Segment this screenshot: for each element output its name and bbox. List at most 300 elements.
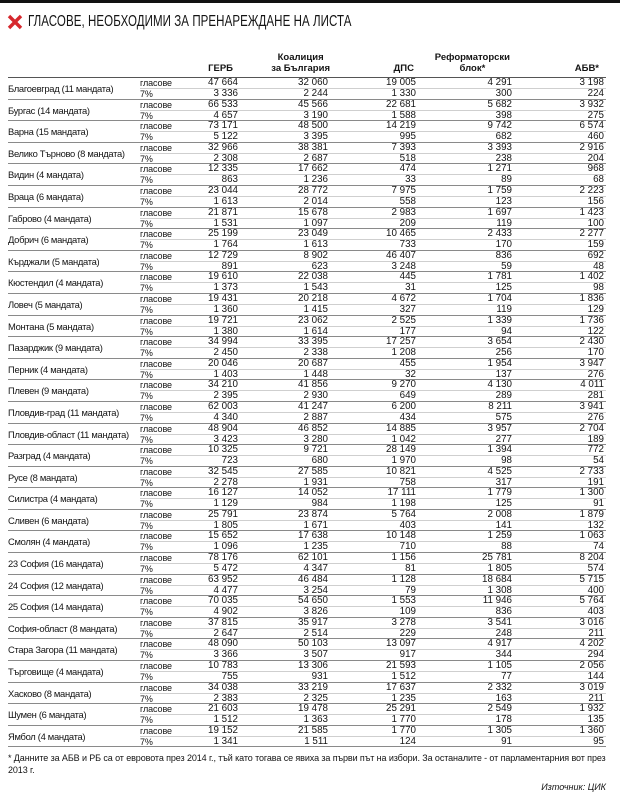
votes-rb: 1 759: [418, 186, 514, 197]
percent-abv: 48: [593, 260, 604, 272]
row-label-votes: гласове: [140, 337, 188, 348]
votes-dps: 1 770: [330, 726, 418, 737]
district-name: Плевен (9 мандата): [8, 385, 89, 397]
votes-abv: 6 574: [514, 121, 606, 132]
votes-gerb: 63 952: [188, 575, 240, 586]
row-label-votes: гласове: [140, 316, 188, 327]
votes-gerb: 70 035: [188, 596, 240, 607]
district-name: Пазарджик (9 мандата): [8, 342, 103, 354]
percent-dps: 81: [405, 563, 416, 575]
percent-rb: 163: [495, 692, 512, 704]
votes-gerb: 32 966: [188, 143, 240, 154]
district-row: [8, 272, 606, 294]
row-label-percent: 7%: [140, 348, 153, 359]
percent-gerb: 863: [221, 174, 238, 186]
votes-dps: 10 148: [330, 531, 418, 542]
percent-rb: 119: [496, 303, 512, 315]
percent-abv: 574: [587, 563, 604, 575]
percent-dps: 1 198: [391, 498, 416, 510]
votes-gerb: 62 003: [188, 402, 240, 413]
row-label-percent: 7%: [140, 283, 153, 294]
row-label-votes: гласове: [140, 380, 188, 391]
row-label-votes: гласове: [140, 596, 188, 607]
percent-kb: 3 826: [303, 606, 328, 618]
votes-rb: 4 525: [418, 467, 514, 478]
row-label-votes: гласове: [140, 143, 188, 154]
percent-rb: 398: [495, 109, 512, 121]
votes-dps: 25 291: [330, 704, 418, 715]
row-label-votes: гласове: [140, 618, 188, 629]
votes-abv: 3 019: [514, 683, 606, 694]
district-row: [8, 294, 606, 316]
percent-dps: 1 588: [391, 109, 416, 121]
percent-kb: 1 511: [304, 735, 328, 747]
percent-dps: 209: [399, 217, 416, 229]
header-abv-text: АБВ*: [574, 62, 599, 74]
percent-dps: 649: [399, 390, 416, 402]
votes-rb: 1 339: [418, 316, 514, 327]
votes-abv: 3 198: [514, 78, 606, 89]
percent-dps: 1 208: [391, 347, 416, 359]
district-name: Сливен (6 мандата): [8, 514, 89, 526]
votes-abv: 692: [514, 251, 606, 262]
votes-dps: 22 681: [330, 100, 418, 111]
row-label-votes: гласове: [140, 683, 188, 694]
header-rb-line-1: Реформаторски: [434, 52, 510, 63]
votes-rb: 2 433: [418, 229, 514, 240]
votes-abv: 5 764: [514, 596, 606, 607]
percent-dps: 79: [405, 584, 416, 596]
votes-gerb: 12 729: [188, 251, 240, 262]
row-label-votes: гласове: [140, 164, 188, 175]
votes-abv: 2 733: [514, 467, 606, 478]
votes-kb: 33 219: [240, 683, 330, 694]
percent-kb: 1 097: [303, 217, 328, 229]
percent-dps: 403: [399, 519, 416, 531]
row-label-percent: 7%: [140, 456, 153, 467]
percent-gerb: 1 531: [213, 217, 238, 229]
percent-kb: 2 338: [303, 347, 328, 359]
row-label-percent: 7%: [140, 736, 153, 747]
votes-rb: 1 394: [418, 445, 514, 456]
votes-dps: 10 465: [330, 229, 418, 240]
votes-dps: 7 393: [330, 143, 418, 154]
percent-rb: 88: [501, 541, 512, 553]
votes-kb: 20 218: [240, 294, 330, 305]
row-label-votes: гласове: [140, 272, 188, 283]
percent-kb: 4 347: [303, 563, 328, 575]
votes-gerb: 19 152: [188, 726, 240, 737]
votes-kb: 35 917: [240, 618, 330, 629]
votes-dps: 46 407: [330, 251, 418, 262]
votes-kb: 22 038: [240, 272, 330, 283]
district-row: [8, 164, 606, 186]
percent-abv: 460: [587, 131, 604, 143]
votes-gerb: 32 545: [188, 467, 240, 478]
percent-abv: 224: [587, 88, 604, 99]
header-kb-line-2: за България: [271, 62, 330, 74]
row-label-votes: гласове: [140, 402, 188, 413]
district-name: Перник (4 мандата): [8, 363, 88, 375]
votes-kb: 23 874: [240, 510, 330, 521]
row-label-percent: 7%: [140, 304, 153, 315]
percent-kb: 3 254: [303, 584, 328, 596]
district-name: Габрово (4 мандата): [8, 212, 92, 224]
votes-rb: 1 781: [418, 272, 514, 283]
percent-kb: 3 190: [303, 109, 328, 121]
votes-dps: 5 764: [330, 510, 418, 521]
row-label-percent: 7%: [140, 89, 153, 99]
row-label-votes: гласове: [140, 424, 188, 435]
votes-gerb: 34 210: [188, 380, 240, 391]
percent-gerb: 2 278: [213, 476, 238, 488]
header-abv: [514, 42, 606, 77]
votes-abv: 772: [514, 445, 606, 456]
district-name: Силистра (4 мандата): [8, 493, 98, 505]
percent-gerb: 1 096: [213, 541, 238, 553]
percent-dps: 518: [399, 152, 416, 164]
percent-kb: 3 280: [303, 433, 328, 445]
votes-abv: 1 360: [514, 726, 606, 737]
header-rb: [418, 42, 514, 77]
district-row: [8, 208, 606, 230]
votes-abv: 1 063: [514, 531, 606, 542]
district-row: [8, 229, 606, 251]
percent-gerb: 5 472: [213, 563, 238, 575]
district-name: Видин (4 мандата): [8, 169, 84, 181]
district-name: 25 София (14 мандата): [8, 601, 104, 613]
row-label-votes: гласове: [140, 251, 188, 262]
percent-abv: 211: [588, 627, 604, 639]
votes-gerb: 21 603: [188, 704, 240, 715]
percent-abv: 211: [588, 692, 604, 704]
votes-rb: 4 917: [418, 639, 514, 650]
percent-dps: 327: [399, 303, 416, 315]
percent-dps: 31: [405, 282, 416, 294]
percent-rb: 125: [495, 498, 512, 510]
percent-rb: 277: [495, 433, 512, 445]
district-row: [8, 618, 606, 640]
district-row: [8, 186, 606, 208]
row-label-votes: гласове: [140, 294, 188, 305]
votes-kb: 19 478: [240, 704, 330, 715]
votes-rb: 1 271: [418, 164, 514, 175]
row-label-votes: гласове: [140, 704, 188, 715]
votes-abv: 968: [514, 164, 606, 175]
percent-gerb: 1 380: [213, 325, 238, 337]
percent-dps: 733: [399, 239, 416, 251]
percent-kb: 931: [311, 671, 328, 683]
percent-gerb: 1 129: [213, 498, 238, 510]
district-name: Стара Загора (11 мандата): [8, 644, 118, 656]
district-row: [8, 553, 606, 575]
votes-kb: 17 662: [240, 164, 330, 175]
row-label-percent: 7%: [140, 672, 153, 683]
district-name: Пловдив-област (11 мандата): [8, 428, 129, 440]
votes-dps: 17 637: [330, 683, 418, 694]
votes-gerb: 37 815: [188, 618, 240, 629]
district-name: Бургас (14 мандата): [8, 104, 90, 116]
percent-gerb: 891: [221, 260, 238, 272]
percent-abv: 98: [593, 282, 604, 294]
votes-abv: 1 402: [514, 272, 606, 283]
district-row: [8, 488, 606, 510]
footnote: * Данните за АБВ и РБ са от евровота през 2014 г., тъй като тогава се явиха за първи път на избори. За останалите - от парламентарния вот през 2013 г.: [8, 753, 606, 775]
votes-rb: 5 682: [418, 100, 514, 111]
votes-kb: 8 902: [240, 251, 330, 262]
header-dps-text: ДПС: [393, 62, 414, 74]
percent-abv: 204: [587, 152, 604, 164]
percent-rb: 125: [495, 282, 512, 294]
percent-gerb: 4 340: [213, 411, 238, 423]
votes-gerb: 21 871: [188, 208, 240, 219]
votes-gerb: 19 431: [188, 294, 240, 305]
votes-kb: 15 678: [240, 208, 330, 219]
votes-dps: 21 593: [330, 661, 418, 672]
row-label-percent: 7%: [140, 628, 153, 639]
percent-dps: 1 042: [391, 433, 416, 445]
votes-gerb: 10 325: [188, 445, 240, 456]
percent-gerb: 2 647: [213, 627, 238, 639]
votes-abv: 3 941: [514, 402, 606, 413]
percent-gerb: 1 341: [213, 735, 238, 747]
percent-abv: 191: [587, 476, 604, 488]
votes-kb: 41 247: [240, 402, 330, 413]
percent-dps: 229: [399, 627, 416, 639]
percent-rb: 248: [495, 627, 512, 639]
percent-kb: 1 613: [303, 239, 328, 251]
percent-rb: 137: [495, 368, 512, 380]
votes-dps: 10 821: [330, 467, 418, 478]
percent-kb: 2 514: [303, 627, 328, 639]
votes-dps: 13 097: [330, 639, 418, 650]
votes-kb: 62 101: [240, 553, 330, 564]
percent-rb: 682: [495, 131, 512, 143]
votes-kb: 23 062: [240, 316, 330, 327]
source-note: Източник: ЦИК: [541, 782, 606, 792]
district-name: Благоевград (11 мандата): [8, 83, 114, 94]
row-label-percent: 7%: [140, 240, 153, 251]
votes-abv: 1 736: [514, 316, 606, 327]
votes-kb: 45 566: [240, 100, 330, 111]
votes-dps: 19 005: [330, 78, 418, 89]
votes-abv: 1 836: [514, 294, 606, 305]
percent-abv: 281: [587, 390, 604, 402]
row-label-percent: 7%: [140, 477, 153, 488]
votes-rb: 11 946: [418, 596, 514, 607]
percent-dps: 1 330: [391, 88, 416, 99]
percent-rb: 94: [501, 325, 512, 337]
district-name: Русе (8 мандата): [8, 471, 78, 483]
district-name: Пловдив-град (11 мандата): [8, 406, 119, 418]
percent-kb: 1 931: [303, 476, 328, 488]
percent-dps: 917: [399, 649, 416, 661]
votes-rb: 1 779: [418, 488, 514, 499]
percent-abv: 68: [593, 174, 604, 186]
district-name: Враца (6 мандата): [8, 190, 84, 202]
votes-kb: 27 585: [240, 467, 330, 478]
votes-rb: 3 654: [418, 337, 514, 348]
votes-abv: 2 223: [514, 186, 606, 197]
percent-rb: 1 308: [487, 584, 512, 596]
votes-rb: 836: [418, 251, 514, 262]
votes-kb: 9 721: [240, 445, 330, 456]
percent-dps: 109: [399, 606, 416, 618]
district-row: [8, 639, 606, 661]
percent-dps: 33: [405, 174, 416, 186]
district-name: Ловеч (5 мандата): [8, 298, 83, 310]
row-label-percent: 7%: [140, 391, 153, 402]
percent-dps: 1 235: [391, 692, 416, 704]
district-row: [8, 121, 606, 143]
percent-abv: 159: [587, 239, 604, 251]
percent-abv: 132: [587, 519, 604, 531]
row-label-votes: гласове: [140, 467, 188, 478]
votes-rb: 1 704: [418, 294, 514, 305]
votes-kb: 21 585: [240, 726, 330, 737]
votes-rb: 8 211: [418, 402, 514, 413]
district-name: Ямбол (4 мандата): [8, 730, 86, 742]
district-row: [8, 575, 606, 597]
district-row: [8, 78, 606, 100]
district-name: Велико Търново (8 мандата): [8, 147, 125, 159]
votes-kb: 46 852: [240, 424, 330, 435]
votes-abv: 1 932: [514, 704, 606, 715]
percent-abv: 95: [593, 735, 604, 747]
percent-kb: 2 687: [303, 152, 328, 164]
percent-gerb: 1 512: [213, 714, 238, 726]
votes-gerb: 19 721: [188, 316, 240, 327]
votes-kb: 14 052: [240, 488, 330, 499]
row-label-votes: гласове: [140, 553, 188, 564]
header-district-spacer: [8, 42, 140, 77]
table-body: [8, 78, 606, 747]
votes-gerb: 34 038: [188, 683, 240, 694]
percent-kb: 984: [311, 498, 328, 510]
percent-abv: 100: [587, 217, 604, 229]
percent-kb: 3 395: [303, 131, 328, 143]
percent-kb: 1 543: [303, 282, 328, 294]
percent-gerb: 1 403: [213, 368, 238, 380]
header-kb-line-1: Коалиция: [277, 52, 324, 63]
votes-dps: 4 672: [330, 294, 418, 305]
percent-rb: 238: [495, 152, 512, 164]
row-label-percent: 7%: [140, 542, 153, 553]
percent-kb: 623: [311, 260, 328, 272]
district-name: Монтана (5 мандата): [8, 320, 94, 332]
row-label-votes: гласове: [140, 661, 188, 672]
votes-dps: 445: [330, 272, 418, 283]
district-name: Хасково (8 мандата): [8, 687, 92, 699]
votes-abv: 2 916: [514, 143, 606, 154]
votes-abv: 2 056: [514, 661, 606, 672]
row-label-percent: 7%: [140, 196, 153, 207]
percent-abv: 91: [593, 498, 604, 510]
district-row: [8, 359, 606, 381]
row-label-votes: гласове: [140, 359, 188, 370]
percent-gerb: 1 613: [213, 195, 238, 207]
percent-gerb: 1 373: [213, 282, 238, 294]
percent-abv: 276: [587, 411, 604, 423]
header-dps: [330, 42, 418, 77]
district-name: Разград (4 мандата): [8, 450, 91, 462]
votes-dps: 7 975: [330, 186, 418, 197]
percent-gerb: 1 805: [213, 519, 238, 531]
percent-dps: 32: [405, 368, 416, 380]
percent-rb: 1 805: [487, 563, 512, 575]
votes-abv: 4 011: [514, 380, 606, 391]
percent-gerb: 723: [221, 455, 238, 467]
x-icon: [7, 14, 23, 30]
votes-abv: 1 423: [514, 208, 606, 219]
votes-dps: 2 983: [330, 208, 418, 219]
row-label-votes: гласове: [140, 208, 188, 219]
votes-abv: 3 947: [514, 359, 606, 370]
percent-gerb: 1 360: [213, 303, 238, 315]
percent-rb: 300: [495, 88, 512, 99]
percent-abv: 156: [587, 195, 604, 207]
votes-kb: 17 638: [240, 531, 330, 542]
votes-dps: 14 219: [330, 121, 418, 132]
header-rb-line-2: блок*: [459, 62, 486, 74]
percent-abv: 189: [587, 433, 604, 445]
district-row: [8, 424, 606, 446]
district-row: [8, 316, 606, 338]
percent-dps: 124: [399, 735, 416, 747]
row-label-votes: гласове: [140, 639, 188, 650]
votes-abv: 1 300: [514, 488, 606, 499]
votes-rb: 9 742: [418, 121, 514, 132]
percent-dps: 758: [399, 476, 416, 488]
percent-gerb: 2 395: [213, 390, 238, 402]
votes-dps: 6 200: [330, 402, 418, 413]
row-label-votes: гласове: [140, 726, 188, 737]
percent-rb: 317: [495, 476, 512, 488]
district-row: [8, 402, 606, 424]
row-label-percent: 7%: [140, 499, 153, 510]
votes-rb: 25 781: [418, 553, 514, 564]
votes-dps: 14 885: [330, 424, 418, 435]
votes-gerb: 15 652: [188, 531, 240, 542]
percent-rb: 89: [501, 174, 512, 186]
table-header: [8, 42, 606, 78]
percent-kb: 2 325: [303, 692, 328, 704]
percent-kb: 680: [311, 455, 328, 467]
votes-rb: 1 697: [418, 208, 514, 219]
votes-rb: 3 393: [418, 143, 514, 154]
votes-kb: 23 049: [240, 229, 330, 240]
percent-kb: 2 244: [303, 88, 328, 99]
votes-gerb: 20 046: [188, 359, 240, 370]
votes-gerb: 10 783: [188, 661, 240, 672]
percent-dps: 1 770: [391, 714, 416, 726]
votes-rb: 4 130: [418, 380, 514, 391]
percent-rb: 575: [495, 411, 512, 423]
percent-dps: 710: [399, 541, 416, 553]
votes-rb: 3 541: [418, 618, 514, 629]
votes-rb: 1 305: [418, 726, 514, 737]
row-label-votes: гласове: [140, 510, 188, 521]
percent-abv: 275: [587, 109, 604, 121]
percent-kb: 2 887: [303, 411, 328, 423]
district-row: [8, 445, 606, 467]
percent-gerb: 4 657: [213, 109, 238, 121]
percent-gerb: 3 366: [213, 649, 238, 661]
votes-dps: 1 156: [330, 553, 418, 564]
votes-dps: 1 553: [330, 596, 418, 607]
row-label-percent: 7%: [140, 715, 153, 726]
votes-abv: 2 430: [514, 337, 606, 348]
